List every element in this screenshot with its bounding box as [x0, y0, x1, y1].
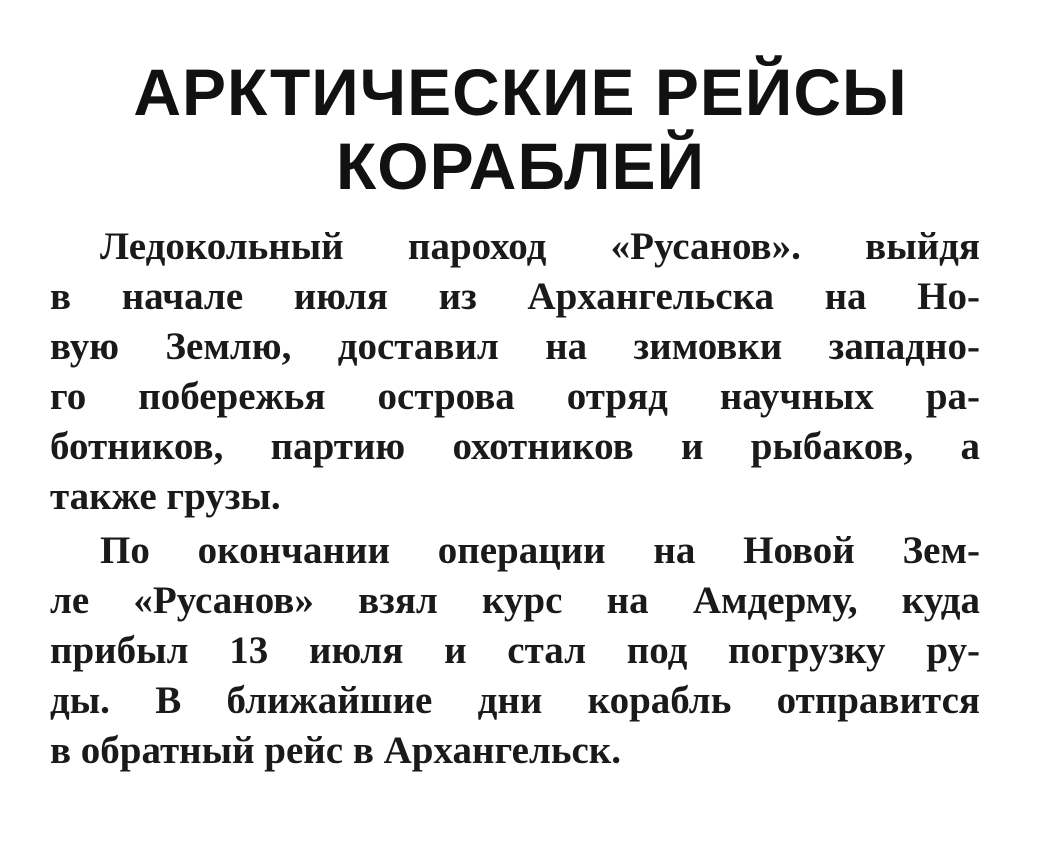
paragraph-1-line-2: в начале июля из Архангельска на Но- — [50, 275, 980, 318]
paragraph-2-line-1: По окончании операции на Новой Зем- — [100, 529, 980, 572]
paragraph-2-line-3: прибыл 13 июля и стал под погрузку ру- — [50, 629, 980, 672]
paragraph-1-line-3: вую Землю, доставил на зимовки западно- — [50, 325, 980, 368]
paragraph-1-line-4: го побережья острова отряд научных ра- — [50, 375, 980, 418]
paragraph-1-line-5: ботников, партию охотников и рыбаков, а — [50, 425, 980, 468]
headline-line-1: АРКТИЧЕСКИЕ РЕЙСЫ — [133, 55, 908, 129]
paragraph-2-line-4: ды. В ближайшие дни корабль отправится — [50, 679, 980, 722]
headline-line-2: КОРАБЛЕЙ — [335, 129, 706, 203]
paragraph-1-line-6: также грузы. — [50, 475, 281, 518]
paragraph-2-line-5: в обратный рейс в Архангельск. — [50, 729, 621, 772]
paragraph-2-line-2: ле «Русанов» взял курс на Амдерму, куда — [50, 579, 980, 622]
paragraph-1-line-1: Ледокольный пароход «Русанов». выйдя — [100, 225, 980, 268]
